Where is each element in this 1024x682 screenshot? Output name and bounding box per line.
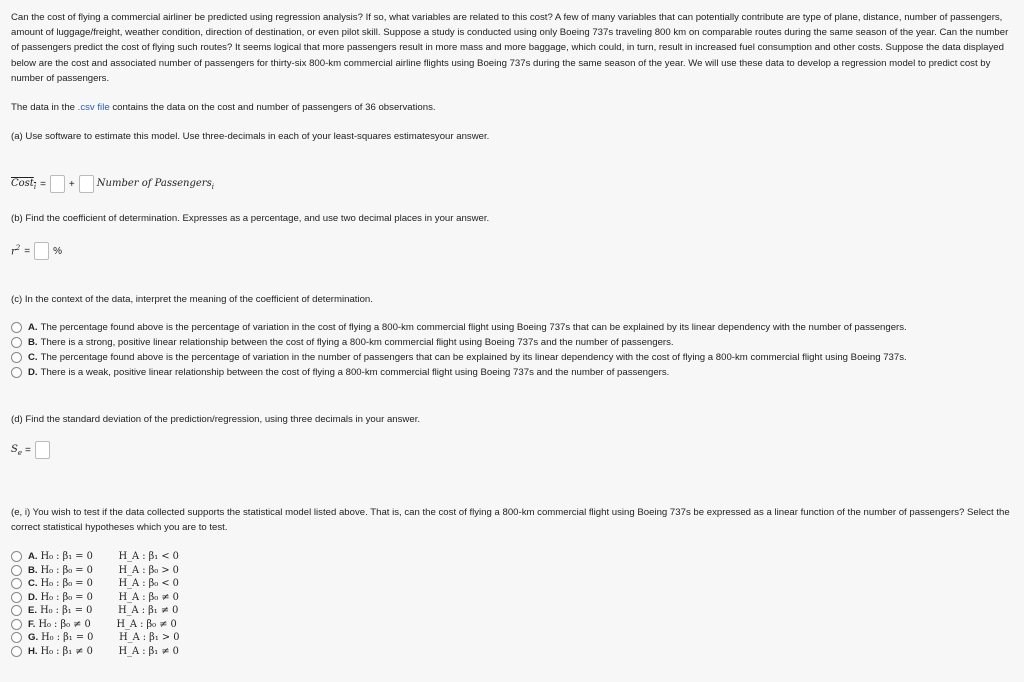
part-e-option-d[interactable]: D. H₀ : β₀ = 0 H_A : β₀ ≠ 0 bbox=[11, 591, 1015, 605]
part-c-text: (c) In the context of the data, interpret the meaning of the coefficient of determination. bbox=[11, 294, 373, 305]
part-c-question bbox=[11, 292, 1015, 307]
slope-input[interactable] bbox=[79, 175, 94, 193]
intercept-input[interactable] bbox=[50, 175, 65, 193]
intro-paragraph: Can the cost of flying a commercial airliner be predicted using regression analysis? If so, what variables are related to this cost? A few of many variables that can potentially contribute are type of plane, distance, number of passengers, amount of luggage/freight, weather condition, direction of destination, or even pilot skill. Suppose a study is conducted using only Boeing 737s traveling 800 km on comparable routes during the same season of the year. Can the number of passengers predict the cost of flying such routes? It seems logical that more passengers result in more mass and more baggage, which could, in turn, result in increased fuel consumption and other costs. Suppose the data displayed below are the cost and associated number of passengers for thirty-six 800-km commercial airline flights using Boeing 737s during the same season of the year. We will use these data to develop a regression model to predict cost by number of passengers. bbox=[11, 12, 1009, 84]
part-c-option-a[interactable]: A. The percentage found above is the percentage of variation in the cost of flying a 800-km commercial flight using Boeing 737s that can be explained by its linear dependency with the number of passengers. bbox=[11, 320, 1015, 335]
part-b-question bbox=[11, 211, 1015, 226]
part-c-options bbox=[11, 320, 1015, 380]
csv-file-link[interactable]: .csv file bbox=[77, 102, 110, 113]
part-d-equation bbox=[11, 441, 1015, 459]
part-a-text: (a) Use software to estimate this model. Use three-decimals in each of your least-squares estimatesyour answer. bbox=[11, 131, 490, 142]
r-squared-label: $r^2$ bbox=[11, 244, 21, 258]
part-d-text: (d) Find the standard deviation of the prediction/regression, using three decimals in your answer. bbox=[11, 414, 421, 425]
se-input[interactable] bbox=[35, 441, 50, 459]
part-b-equation bbox=[11, 242, 1015, 260]
percent-sign: % bbox=[53, 245, 62, 257]
part-e-text: (e, i) You wish to test if the data collected supports the statistical model listed above. That is, can the cost of flying a 800-km commercial flight using Boeing 737s be expressed as a linear function of the number of passengers? Select the correct statistical hypotheses which you are to test. bbox=[11, 507, 1010, 534]
part-a-equation bbox=[11, 175, 1015, 193]
radio-button[interactable] bbox=[11, 632, 22, 643]
part-e-options bbox=[11, 550, 1015, 658]
plus-sign: + bbox=[68, 178, 75, 190]
part-e-option-e[interactable]: E. H₀ : β₁ = 0 H_A : β₁ ≠ 0 bbox=[11, 604, 1015, 618]
data-note-suffix: contains the data on the cost and number of passengers of 36 observations. bbox=[109, 102, 436, 113]
part-e-option-g[interactable]: G. H₀ : β₁ = 0 H_A : β₁ > 0 bbox=[11, 631, 1015, 645]
part-d-question bbox=[11, 412, 1015, 427]
question-content bbox=[11, 10, 1015, 86]
part-e-option-b[interactable]: B. H₀ : β₀ = 0 H_A : β₀ > 0 bbox=[11, 564, 1015, 578]
radio-button[interactable] bbox=[11, 352, 22, 363]
part-e-option-c[interactable]: C. H₀ : β₀ = 0 H_A : β₀ < 0 bbox=[11, 577, 1015, 591]
cost-hat-label: Cost$_i$ bbox=[11, 177, 37, 191]
radio-button[interactable] bbox=[11, 551, 22, 562]
radio-button[interactable] bbox=[11, 337, 22, 348]
radio-button[interactable] bbox=[11, 578, 22, 589]
part-e-option-a[interactable]: A. H₀ : β₁ = 0 H_A : β₁ < 0 bbox=[11, 550, 1015, 564]
part-b-text: (b) Find the coefficient of determination. Expresses as a percentage, and use two decimal places in your answer. bbox=[11, 213, 490, 224]
equals-sign: = bbox=[25, 444, 31, 456]
radio-button[interactable] bbox=[11, 619, 22, 630]
part-c-option-b[interactable]: B. There is a strong, positive linear relationship between the cost of flying a 800-km commercial flight using Boeing 737s and the number of passengers. bbox=[11, 335, 1015, 350]
data-note-prefix: The data in the bbox=[11, 102, 78, 113]
radio-button[interactable] bbox=[11, 605, 22, 616]
radio-button[interactable] bbox=[11, 322, 22, 333]
equals-sign: = bbox=[24, 245, 31, 257]
part-c-option-c[interactable]: C. The percentage found above is the percentage of variation in the number of passengers that can be explained by its linear dependency with the cost of flying a 800-km commercial flight using Boeing 737s. bbox=[11, 350, 1015, 365]
se-label: $S_e$ bbox=[11, 443, 23, 457]
part-c-option-d[interactable]: D. There is a weak, positive linear relationship between the cost of flying a 800-km commercial flight using Boeing 737s and the number of passengers. bbox=[11, 365, 1015, 380]
predictor-label: Number of Passengers$_i$ bbox=[96, 177, 214, 191]
part-e-option-f[interactable]: F. H₀ : β₀ ≠ 0 H_A : β₀ ≠ 0 bbox=[11, 618, 1015, 632]
part-e-option-h[interactable]: H. H₀ : β₁ ≠ 0 H_A : β₁ ≠ 0 bbox=[11, 645, 1015, 659]
r-squared-input[interactable] bbox=[34, 242, 49, 260]
radio-button[interactable] bbox=[11, 646, 22, 657]
part-a-question bbox=[11, 129, 1015, 144]
part-e-question bbox=[11, 505, 1015, 535]
radio-button[interactable] bbox=[11, 592, 22, 603]
equals-sign: = bbox=[40, 178, 46, 190]
radio-button[interactable] bbox=[11, 565, 22, 576]
data-note bbox=[11, 100, 1015, 115]
radio-button[interactable] bbox=[11, 367, 22, 378]
